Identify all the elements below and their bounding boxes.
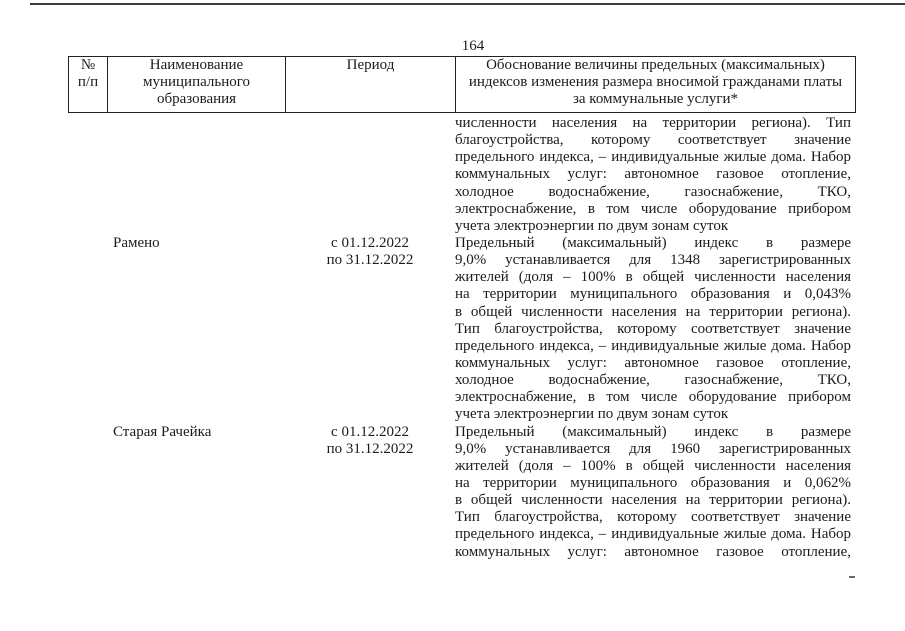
row-justification-cell [455, 115, 851, 235]
justification-line: в общей численности населения на территории региона). [455, 492, 851, 509]
justification-line: предельного индекса, – индивидуальные жилые дома. Набор [455, 149, 851, 166]
header-cell-municipality [108, 57, 286, 112]
justification-line: на территории муниципального образования и 0,062% [455, 474, 851, 491]
row-justification-cell [455, 235, 851, 424]
table-row-staraya-racheyka [68, 424, 855, 561]
justification-line: коммунальных услуг: автономное газовое отопление, [455, 354, 851, 371]
justification-line: Предельный (максимальный) индекс в размере [455, 423, 851, 440]
justification-line: жителей (доля – 100% в общей численности населения [455, 269, 851, 286]
row-period-cell [285, 424, 455, 561]
justification-line: благоустройства, которому соответствует значение [455, 132, 851, 149]
row-number-cell [68, 235, 107, 424]
header-justification-line: за коммунальные услуги* [572, 91, 739, 107]
header-municipality-line: образования [156, 91, 237, 107]
page-number: 164 [461, 38, 485, 54]
header-municipality-line: муниципального [142, 74, 251, 90]
justification-line: коммунальных услуг: автономное газовое отопление, [455, 166, 851, 183]
justification-line: холодное водоснабжение, газоснабжение, ТКО, [455, 372, 851, 389]
period-end: по 31.12.2022 [326, 252, 414, 269]
row-municipality-cell [107, 115, 285, 235]
header-justification-line: Обоснование величины предельных (максимальных) [486, 57, 825, 73]
row-period-cell [285, 115, 455, 235]
justification-line: Предельный (максимальный) индекс в размере [455, 234, 851, 251]
row-number-cell [68, 424, 107, 561]
justification-line: холодное водоснабжение, газоснабжение, ТКО, [455, 183, 851, 200]
table-header [68, 56, 856, 113]
row-justification-cell [455, 424, 851, 561]
justification-line: предельного индекса, – индивидуальные жилые дома. Набор [455, 526, 851, 543]
justification-line: Тип благоустройства, которому соответствует значение [455, 320, 851, 337]
header-cell-justification [456, 57, 855, 112]
row-number-cell [68, 115, 107, 235]
header-number-line: п/п [77, 74, 99, 90]
table-row-continuation [68, 115, 855, 235]
header-justification-line: индексов изменения размера вносимой гражданами платы [468, 74, 843, 90]
justification-line: коммунальных услуг: автономное газовое отопление, [455, 543, 851, 560]
header-cell-number [69, 57, 108, 112]
justification-line: жителей (доля – 100% в общей численности населения [455, 457, 851, 474]
header-cell-period [286, 57, 456, 112]
row-municipality-cell: Рамено [113, 234, 160, 251]
justification-line: в общей численности населения на территории региона). [455, 303, 851, 320]
justification-line: 9,0% устанавливается для 1960 зарегистрированных [455, 440, 851, 457]
scan-artifact-mark [849, 576, 855, 578]
table-row-rameno [68, 235, 855, 424]
row-municipality-cell: Старая Рачейка [113, 423, 212, 440]
header-municipality-line: Наименование [149, 57, 244, 73]
justification-line: электроснабжение, в том числе оборудование прибором [455, 389, 851, 406]
justification-line: Тип благоустройства, которому соответствует значение [455, 509, 851, 526]
justification-line: электроснабжение, в том числе оборудование прибором [455, 200, 851, 217]
scan-edge-line [30, 3, 905, 5]
period-start: с 01.12.2022 [331, 234, 409, 251]
justification-line: учета электроэнергии по двум зонам суток [455, 406, 729, 423]
justification-line: учета электроэнергии по двум зонам суток [455, 217, 729, 234]
justification-line: на территории муниципального образования и 0,043% [455, 286, 851, 303]
period-start: с 01.12.2022 [331, 423, 409, 440]
row-period-cell [285, 235, 455, 424]
justification-line: численности населения на территории региона). Тип [455, 115, 851, 131]
justification-line: 9,0% устанавливается для 1348 зарегистрированных [455, 252, 851, 269]
period-end: по 31.12.2022 [326, 440, 414, 457]
header-period-line: Период [346, 57, 395, 73]
header-number-line: № [80, 57, 96, 73]
justification-line: предельного индекса, – индивидуальные жилые дома. Набор [455, 337, 851, 354]
table-body [68, 115, 855, 561]
